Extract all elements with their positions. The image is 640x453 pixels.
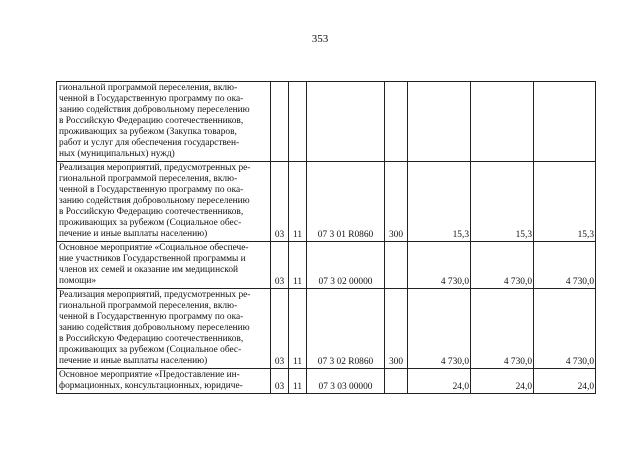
description-line: помощи» xyxy=(59,276,97,286)
description-line: ние участников Государственной программы и xyxy=(59,254,246,264)
target-article-code: 07 3 02 R0860 xyxy=(307,289,385,369)
amount-year-1: 15,3 xyxy=(408,162,471,242)
subsection-code xyxy=(289,82,307,162)
description-line: Основное мероприятие «Социальное обеспече- xyxy=(59,243,249,253)
amount-year-2: 24,0 xyxy=(471,369,534,394)
target-article-code: 07 3 03 00000 xyxy=(307,369,385,394)
description-line: ченной в Государственную программу по ока- xyxy=(59,94,244,104)
description-line: Реализация мероприятий, предусмотренных ре- xyxy=(59,290,251,300)
amount-year-3: 4 730,0 xyxy=(534,242,596,289)
description-line: занию содействия добровольному переселению xyxy=(59,323,250,333)
section-code: 03 xyxy=(271,242,289,289)
target-article-code: 07 3 02 00000 xyxy=(307,242,385,289)
description-line: гиональной программой переселения, вклю- xyxy=(59,174,238,184)
amount-year-2: 4 730,0 xyxy=(471,289,534,369)
section-code: 03 xyxy=(271,162,289,242)
description-line: ных (муниципальных) нужд) xyxy=(59,149,175,159)
amount-year-2: 15,3 xyxy=(471,162,534,242)
amount-year-2 xyxy=(471,82,534,162)
table-row xyxy=(57,162,596,242)
page-number: 353 xyxy=(311,33,329,45)
description-line: работ и услуг для обеспечения государствен- xyxy=(59,138,240,148)
row-description xyxy=(57,162,271,242)
expense-type-code xyxy=(385,82,408,162)
description-line: в Российскую Федерацию соотечественников, xyxy=(59,334,244,344)
section-code xyxy=(271,82,289,162)
description-line: проживающих за рубежом (Социальное обес- xyxy=(59,345,242,355)
description-line: проживающих за рубежом (Закупка товаров, xyxy=(59,127,237,137)
subsection-code: 11 xyxy=(289,369,307,394)
amount-year-3: 15,3 xyxy=(534,162,596,242)
expense-type-code xyxy=(385,369,408,394)
amount-year-3: 24,0 xyxy=(534,369,596,394)
description-line: занию содействия добровольному переселению xyxy=(59,105,250,115)
amount-year-1: 4 730,0 xyxy=(408,289,471,369)
section-code: 03 xyxy=(271,369,289,394)
table-row xyxy=(57,242,596,289)
amount-year-1: 24,0 xyxy=(408,369,471,394)
description-line: гиональной программой переселения, вклю- xyxy=(59,301,238,311)
subsection-code: 11 xyxy=(289,242,307,289)
subsection-code: 11 xyxy=(289,162,307,242)
row-description xyxy=(57,82,271,162)
description-line: печение и иные выплаты населению) xyxy=(59,356,208,366)
table-row xyxy=(57,289,596,369)
description-line: ченной в Государственную программу по ока- xyxy=(59,185,244,195)
amount-year-3 xyxy=(534,82,596,162)
target-article-code: 07 3 01 R0860 xyxy=(307,162,385,242)
description-line: Основное мероприятие «Предоставление ин- xyxy=(59,370,240,380)
table-row xyxy=(57,369,596,394)
description-line: членов их семей и оказание им медицинской xyxy=(59,265,239,275)
row-description xyxy=(57,369,271,394)
description-line: в Российскую Федерацию соотечественников, xyxy=(59,207,244,217)
target-article-code xyxy=(307,82,385,162)
expense-type-code: 300 xyxy=(385,289,408,369)
budget-table xyxy=(56,81,596,394)
expense-type-code: 300 xyxy=(385,162,408,242)
amount-year-1 xyxy=(408,82,471,162)
description-line: гиональной программой переселения, вклю- xyxy=(59,83,238,93)
row-description xyxy=(57,242,271,289)
description-line: ченной в Государственную программу по ока- xyxy=(59,312,244,322)
subsection-code: 11 xyxy=(289,289,307,369)
description-line: Реализация мероприятий, предусмотренных ре- xyxy=(59,163,251,173)
description-line: в Российскую Федерацию соотечественников, xyxy=(59,116,244,126)
row-description xyxy=(57,289,271,369)
description-line: проживающих за рубежом (Социальное обес- xyxy=(59,218,242,228)
description-line: формационных, консультационных, юридиче- xyxy=(59,381,243,391)
table-row xyxy=(57,82,596,162)
description-line: занию содействия добровольному переселению xyxy=(59,196,250,206)
amount-year-2: 4 730,0 xyxy=(471,242,534,289)
amount-year-1: 4 730,0 xyxy=(408,242,471,289)
amount-year-3: 4 730,0 xyxy=(534,289,596,369)
expense-type-code xyxy=(385,242,408,289)
section-code: 03 xyxy=(271,289,289,369)
description-line: печение и иные выплаты населению) xyxy=(59,229,208,239)
